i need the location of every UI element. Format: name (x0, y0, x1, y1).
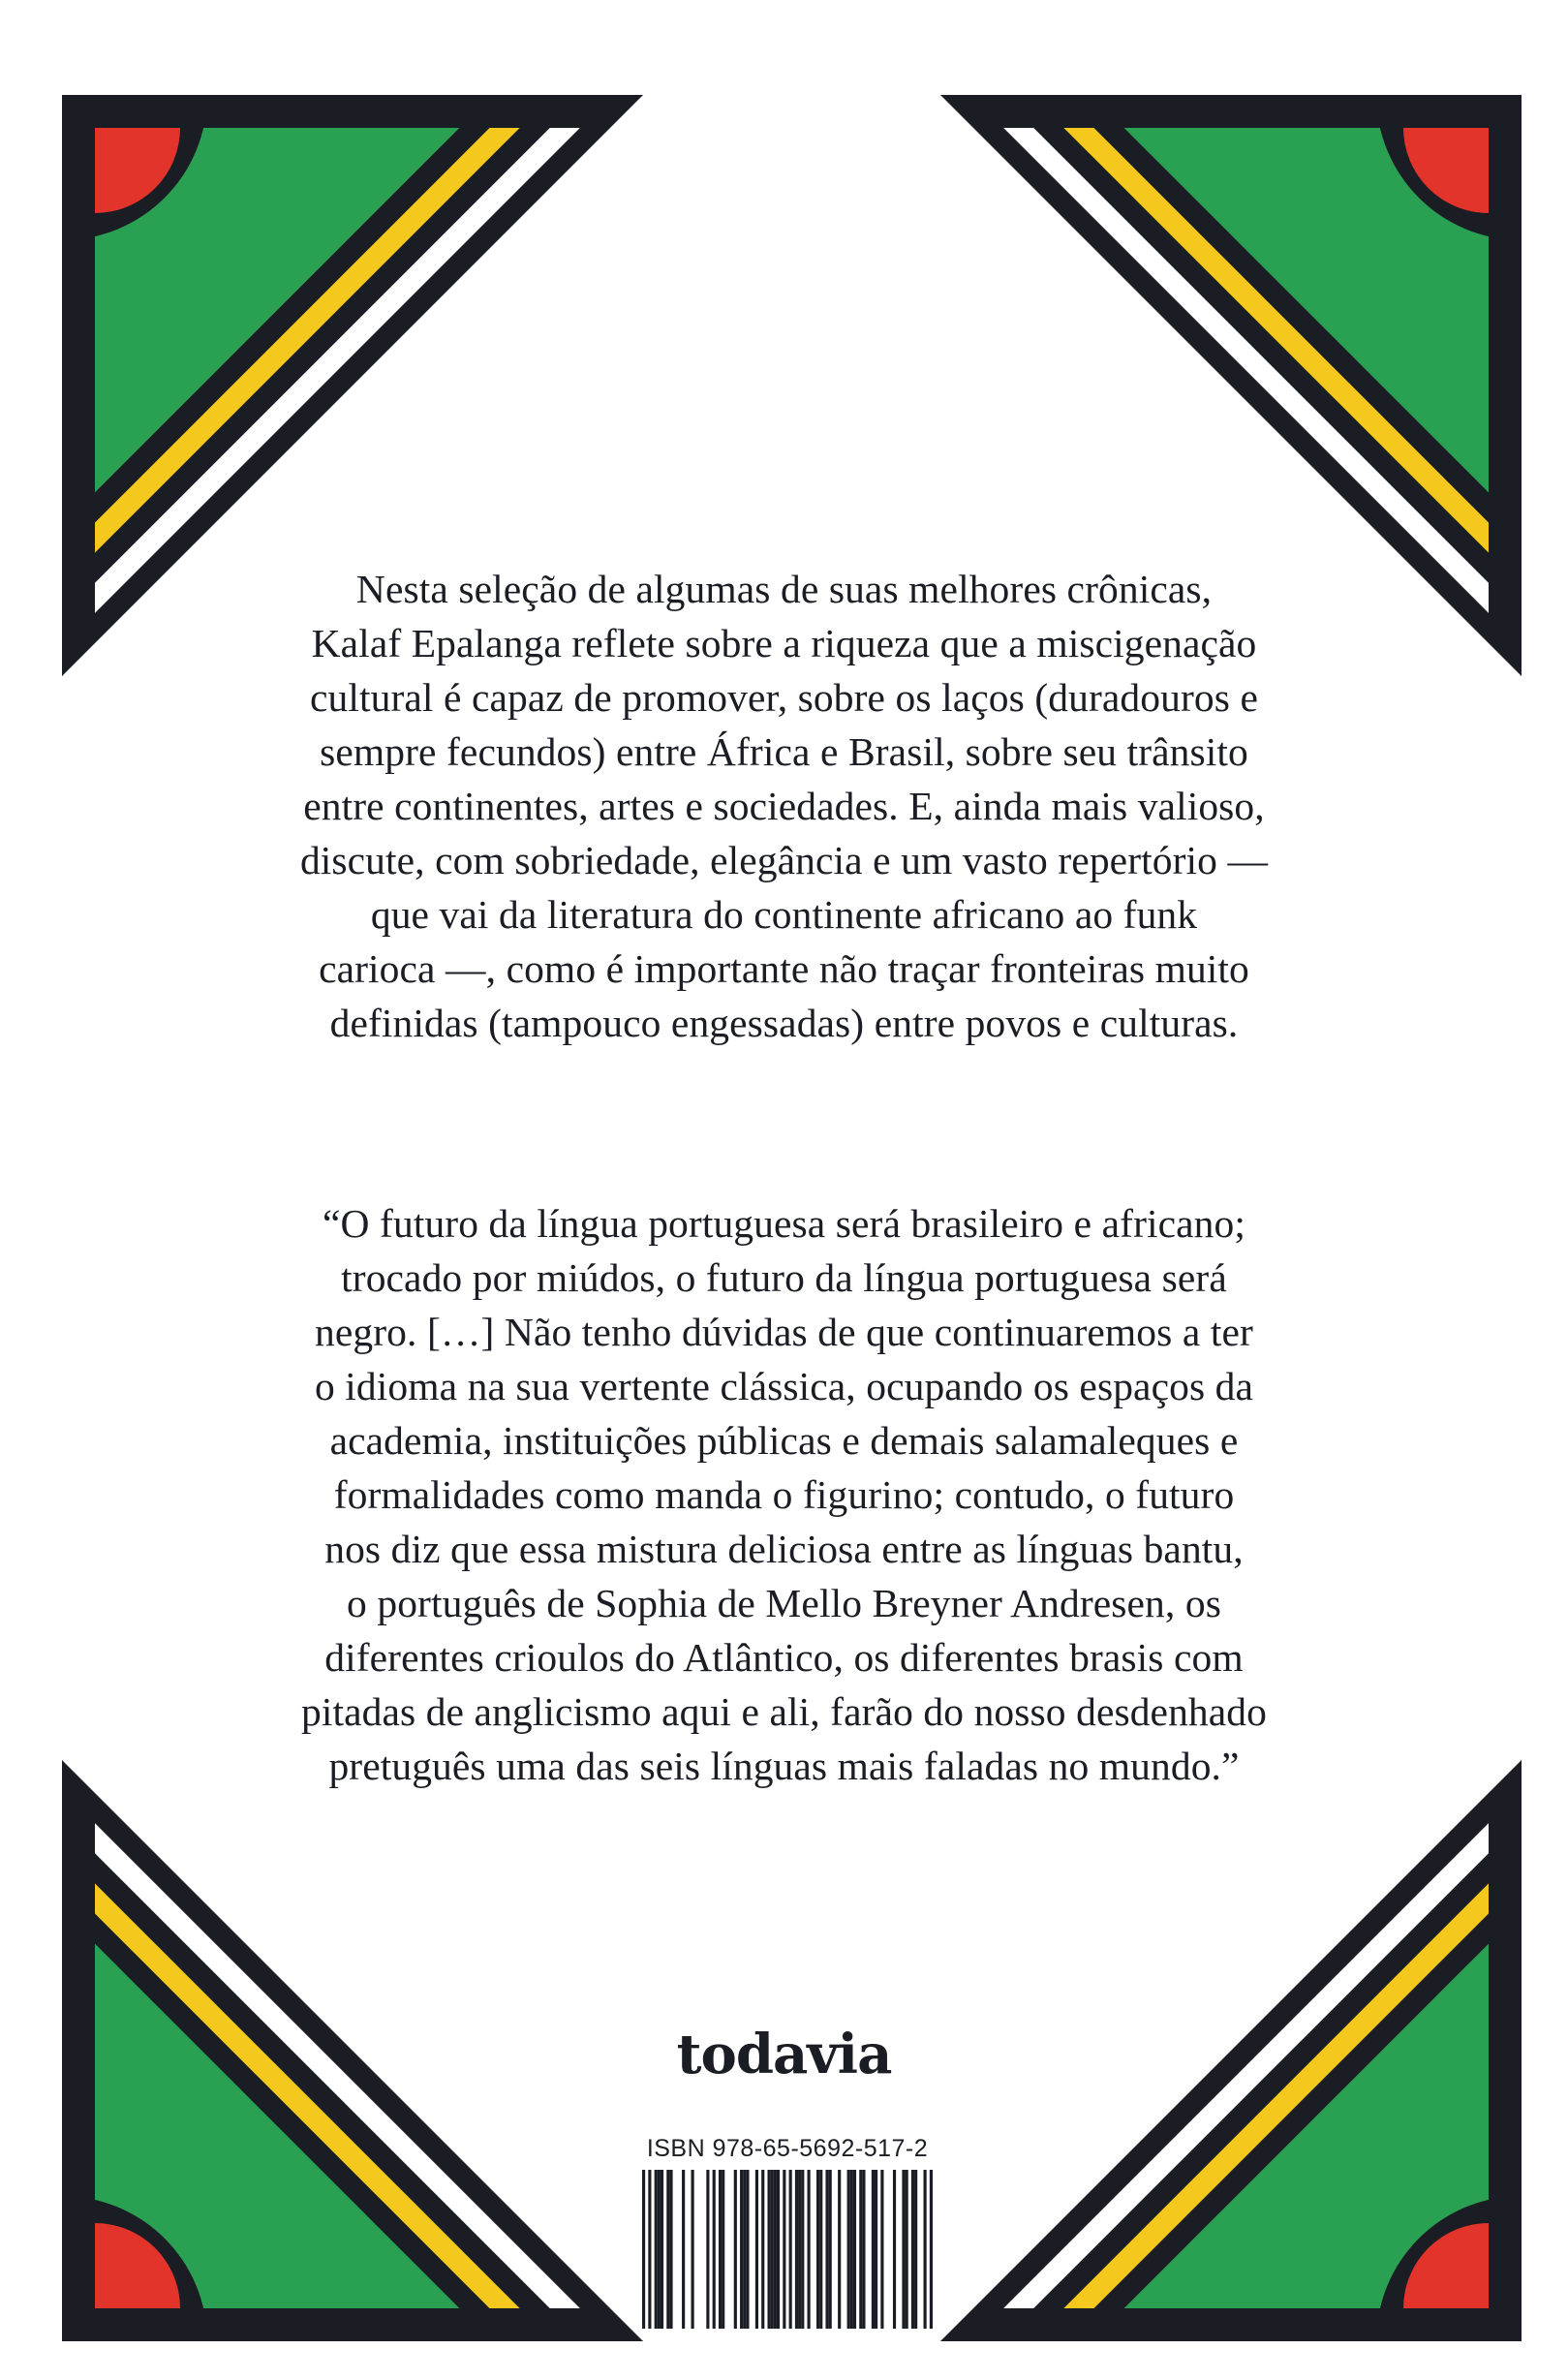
description-line: definidas (tampouco engessadas) entre povos e culturas. (329, 1001, 1239, 1045)
barcode-bar (719, 2170, 722, 2329)
barcode-bar (771, 2170, 774, 2329)
barcode-bar (825, 2170, 828, 2329)
barcode-bar (706, 2170, 709, 2329)
isbn-barcode-block (642, 2135, 933, 2329)
quote-line: pitadas de anglicismo aqui e ali, farão do nosso desdenhado (300, 1689, 1268, 1734)
quote-line: o idioma na sua vertente clássica, ocupando os espaços da (314, 1364, 1254, 1408)
barcode-bar (774, 2170, 777, 2329)
barcode-bar (722, 2170, 724, 2329)
barcode-bar (902, 2170, 905, 2329)
description-line: que vai da literatura do continente africano ao funk (370, 892, 1198, 937)
quote-line: “O futuro da língua portuguesa será brasileiro e africano; (322, 1201, 1245, 1246)
barcode-bar (777, 2170, 780, 2329)
quote-line: diferentes crioulos do Atlântico, os diferentes brasis com (324, 1635, 1244, 1680)
barcode-bar (746, 2170, 749, 2329)
description-line: cultural é capaz de promover, sobre os laços (duradouros e (309, 675, 1258, 720)
publisher-logo: todavia (676, 2023, 892, 2086)
barcode-bar (743, 2170, 746, 2329)
barcode-bar (783, 2170, 785, 2329)
barcode-bar (713, 2170, 716, 2329)
description-line: discute, com sobriedade, elegância e um vasto repertório — (299, 838, 1269, 882)
barcode-bar (798, 2170, 801, 2329)
quote-line: trocado por miúdos, o futuro da língua portuguesa será (341, 1255, 1227, 1300)
barcode-bar (648, 2170, 651, 2329)
description-line: Kalaf Epalanga reflete sobre a riqueza que a miscigenação (311, 621, 1257, 665)
barcode-bar (838, 2170, 841, 2329)
barcode-bar (661, 2170, 663, 2329)
barcode-bar (875, 2170, 877, 2329)
barcode-bar (808, 2170, 811, 2329)
barcode-bar (853, 2170, 856, 2329)
barcode-bar (880, 2170, 883, 2329)
barcode-bar (658, 2170, 661, 2329)
barcode-bar (767, 2170, 770, 2329)
description-line: Nesta seleção de algumas de suas melhores crônicas, (355, 567, 1213, 611)
description-line: sempre fecundos) entre África e Brasil, sobre seu trânsito (320, 729, 1248, 774)
barcode-bar (666, 2170, 669, 2329)
description-line: carioca —, como é importante não traçar fronteiras muito (319, 946, 1249, 991)
barcode-bar (829, 2170, 832, 2329)
barcode-bar (692, 2170, 694, 2329)
barcode-bar (893, 2170, 896, 2329)
description-line: entre continentes, artes e sociedades. E, ainda mais valioso, (303, 784, 1265, 828)
barcode-bar (801, 2170, 804, 2329)
barcode-bar (669, 2170, 672, 2329)
barcode-bar (795, 2170, 798, 2329)
barcode-bar (847, 2170, 850, 2329)
quote-line: o português de Sophia de Mello Breyner Andresen, os (347, 1581, 1221, 1625)
barcode-bar (755, 2170, 758, 2329)
barcode-bar (930, 2170, 933, 2329)
quote-line: formalidades como manda o figurino; contudo, o futuro (333, 1472, 1235, 1517)
isbn-label: ISBN 978-65-5692-517-2 (646, 2135, 929, 2162)
book-quote (194, 1196, 1374, 1793)
quote-line: negro. […] Não tenho dúvidas de que continuaremos a ter (315, 1310, 1253, 1354)
barcode-bar (850, 2170, 853, 2329)
barcode (642, 2170, 933, 2329)
barcode-bar (642, 2170, 645, 2329)
barcode-bar (740, 2170, 743, 2329)
barcode-bar (789, 2170, 792, 2329)
barcode-bar (655, 2170, 658, 2329)
quote-line: pretuguês uma das seis línguas mais faladas no mundo.” (328, 1744, 1240, 1788)
barcode-bar (819, 2170, 822, 2329)
barcode-bar (816, 2170, 819, 2329)
barcode-bar (911, 2170, 914, 2329)
quote-line: nos diz que essa mistura deliciosa entre as línguas bantu, (324, 1527, 1244, 1571)
barcode-bar (924, 2170, 927, 2329)
barcode-bar (872, 2170, 875, 2329)
barcode-bar (761, 2170, 764, 2329)
barcode-bar (906, 2170, 908, 2329)
quote-line: academia, instituições públicas e demais salamaleques e (329, 1418, 1239, 1463)
book-description (194, 562, 1374, 1050)
barcode-bar (859, 2170, 862, 2329)
barcode-bar (734, 2170, 737, 2329)
barcode-bar (914, 2170, 917, 2329)
barcode-bar (862, 2170, 865, 2329)
barcode-bar (682, 2170, 685, 2329)
